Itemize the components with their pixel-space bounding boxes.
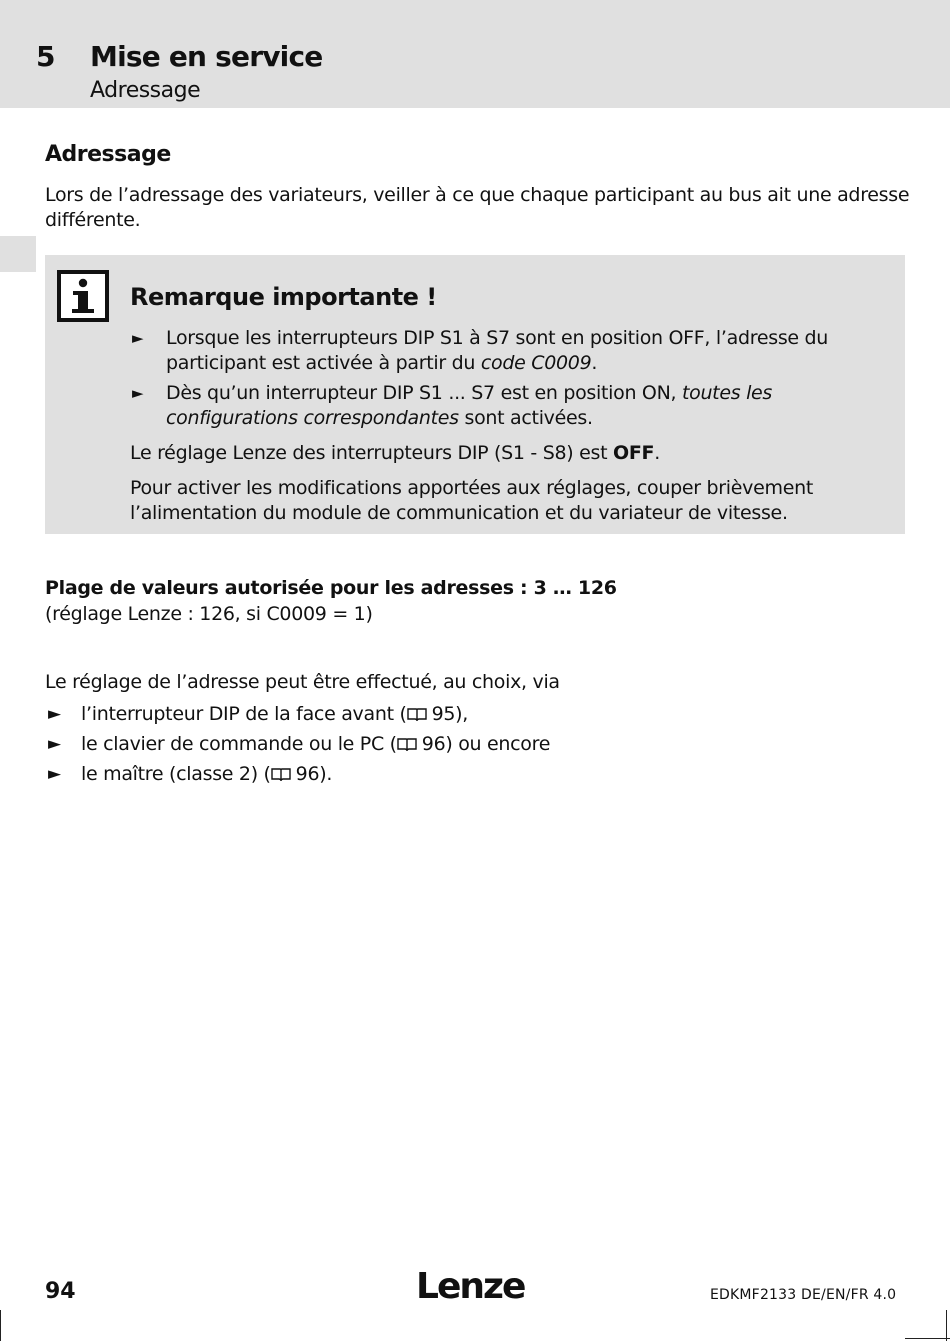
page-number: 94 [45,1279,76,1304]
note-title: Remarque importante ! [130,283,437,311]
chapter-number: 5 [36,40,55,73]
arrow-bullet-icon: ► [132,384,144,402]
intro-paragraph: Lors de l’adressage des variateurs, veiller à ce que chaque participant au bus ait une adresse différente. [45,184,910,231]
document-reference: EDKMF2133 DE/EN/FR 4.0 [710,1287,897,1303]
section-heading: Adressage [45,142,171,167]
lenze-logo: Lenze [416,1266,525,1307]
activation-text: Pour activer les modifications apportées aux réglages, couper brièvement l’alimentation du module de communication et du variateur de vitesse. [130,477,813,524]
default-address-line: (réglage Lenze : 126, si C0009 = 1) [45,603,373,625]
book-icon [407,707,427,721]
note-bullet: ► Dès qu’un interrupteur DIP S1 ... S7 est en position ON, toutes les configurations correspondantes sont activées. [132,382,773,429]
chapter-title: Mise en service [90,40,323,73]
info-icon [57,270,109,322]
list-item: ► le clavier de commande ou le PC ( 96) ou encore [45,729,550,759]
options-intro: Le réglage de l’adresse peut être effectué, au choix, via [45,671,560,693]
page-reference[interactable]: 95 [431,703,456,725]
page-reference[interactable]: 96 [421,733,446,755]
crop-mark [946,1310,947,1341]
arrow-bullet-icon: ► [48,764,61,784]
options-list [45,699,550,789]
off-value: OFF [613,442,655,464]
crop-mark [905,1338,950,1339]
list-item: ► le maître (classe 2) ( 96). [45,759,550,789]
note-bullet: ► Lorsque les interrupteurs DIP S1 à S7 sont en position OFF, l’adresse du participant est activée à partir du code C0009. [132,327,829,374]
arrow-bullet-icon: ► [132,329,144,347]
book-icon [271,767,291,781]
arrow-bullet-icon: ► [48,734,61,754]
arrow-bullet-icon: ► [48,704,61,724]
list-item: ► l’interrupteur DIP de la face avant ( 95), [45,699,550,729]
note-bullet-list [130,326,870,436]
chapter-subtitle: Adressage [90,78,201,103]
address-range-line: Plage de valeurs autorisée pour les adresses : 3 … 126 [45,577,617,599]
code-reference: code C0009 [480,352,592,374]
crop-mark [0,1310,1,1341]
important-note-box [45,255,905,534]
side-tab-marker [0,236,36,272]
book-icon [397,737,417,751]
page-reference[interactable]: 96 [295,763,320,785]
default-setting-text: Le réglage Lenze des interrupteurs DIP (S1 - S8) est OFF. [130,442,660,464]
address-range-block [45,575,905,627]
italic-emphasis: toutes les configurations correspondantes [166,382,773,429]
